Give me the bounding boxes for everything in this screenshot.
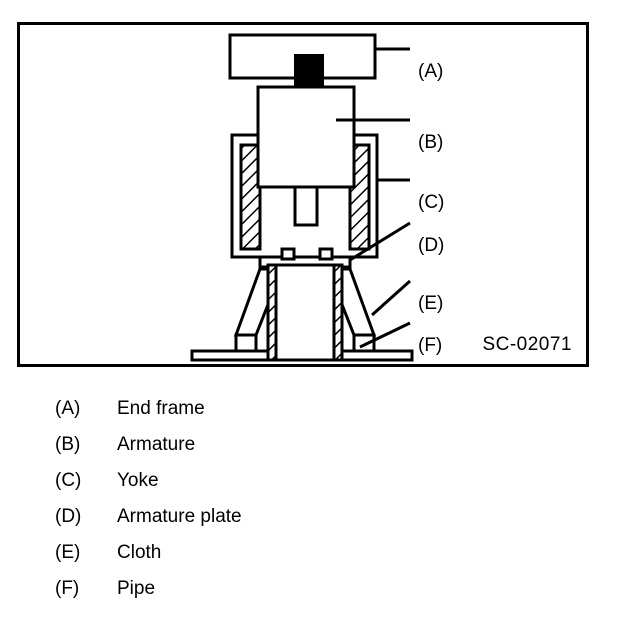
legend-key-e: (E) (55, 542, 81, 563)
armature-plate-notch-right (320, 249, 332, 259)
legend-list (55, 398, 555, 614)
armature-plate-notch-left (282, 249, 294, 259)
legend-label-a: End frame (117, 398, 205, 419)
press-assembly-illustration (20, 25, 586, 364)
armature-body-overlay (258, 87, 354, 187)
legend-item (55, 434, 555, 470)
legend-key-b: (B) (55, 434, 81, 455)
callout-c: (C) (418, 192, 445, 213)
legend-item (55, 398, 555, 434)
pipe-left-leg (236, 335, 256, 351)
leader-line-e (372, 281, 410, 315)
callout-e: (E) (418, 293, 444, 314)
legend-key-c: (C) (55, 470, 82, 491)
legend-label-d: Armature plate (117, 506, 242, 527)
armature-shaft-upper-overlay (295, 187, 317, 225)
legend-label-b: Armature (117, 434, 196, 455)
legend-label-f: Pipe (117, 578, 156, 599)
legend-label-c: Yoke (117, 470, 159, 491)
legend-label-e: Cloth (117, 542, 162, 563)
core-cylinder-inner (276, 265, 334, 360)
legend-item (55, 578, 555, 614)
figure-panel (17, 22, 589, 367)
figure-code: SC-02071 (482, 334, 572, 355)
legend-item (55, 506, 555, 542)
callout-f: (F) (418, 335, 443, 356)
legend-key-d: (D) (55, 506, 82, 527)
callout-a: (A) (418, 61, 444, 82)
legend-item (55, 542, 555, 578)
legend-key-f: (F) (55, 578, 80, 599)
legend-item (55, 470, 555, 506)
callout-b: (B) (418, 132, 444, 153)
legend-key-a: (A) (55, 398, 81, 419)
callout-d: (D) (418, 235, 445, 256)
